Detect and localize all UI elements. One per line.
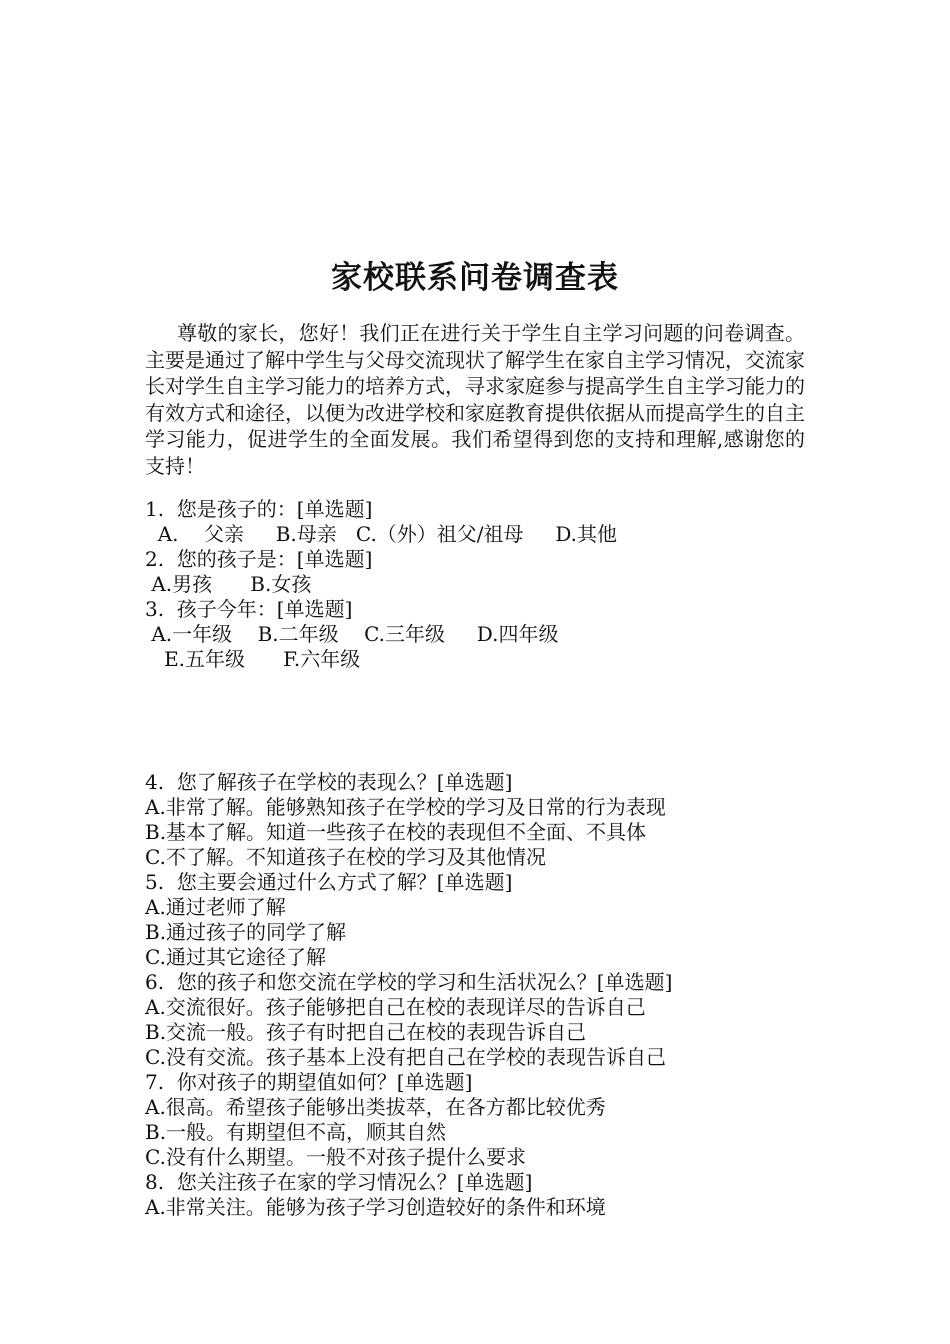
question-4-option: B.基本了解。知道一些孩子在校的表现但不全面、不具体 <box>145 820 647 844</box>
question-6: 6. 您的孩子和您交流在学校的学习和生活状况么？[单选题] <box>145 970 673 994</box>
question-7: 7. 你对孩子的期望值如何？[单选题] <box>145 1070 473 1094</box>
question-8-option: A.非常关注。能够为孩子学习创造较好的条件和环境 <box>145 1195 606 1219</box>
intro-paragraph: 尊敬的家长，您好！我们正在进行关于学生自主学习问题的问卷调查。主要是通过了解中学生与父母交流现状了解学生在家自主学习情况，交流家长对学生自主学习能力的培养方式，寻求家庭参与提高学生自主学习能力的有效方式和途径，以便为改进学校和家庭教育提供依据从而提高学生的自主学习能力，促进学生的全面发展。我们希望得到您的支持和理解,感谢您的支持！ <box>145 321 805 478</box>
page-title: 家校联系问卷调查表 <box>331 260 619 296</box>
question-4-option: C.不了解。不知道孩子在校的学习及其他情况 <box>145 845 546 869</box>
question-1-options: A. 父亲 B.母亲 C.（外）祖父/祖母 D.其他 <box>145 522 618 546</box>
question-6-option: B.交流一般。孩子有时把自己在校的表现告诉自己 <box>145 1020 587 1044</box>
question-5: 5. 您主要会通过什么方式了解？[单选题] <box>145 870 513 894</box>
question-2-options: A.男孩 B.女孩 <box>145 572 312 596</box>
question-6-option: C.没有交流。孩子基本上没有把自己在学校的表现告诉自己 <box>145 1045 666 1069</box>
question-5-option: A.通过老师了解 <box>145 895 286 919</box>
question-4: 4. 您了解孩子在学校的表现么？[单选题] <box>145 770 513 794</box>
question-4-option: A.非常了解。能够熟知孩子在学校的学习及日常的行为表现 <box>145 795 666 819</box>
question-3-options: E.五年级 F.六年级 <box>145 647 361 671</box>
question-8: 8. 您关注孩子在家的学习情况么？[单选题] <box>145 1170 533 1194</box>
question-6-option: A.交流很好。孩子能够把自己在校的表现详尽的告诉自己 <box>145 995 646 1019</box>
question-7-option: B.一般。有期望但不高，顺其自然 <box>145 1120 447 1144</box>
question-1: 1. 您是孩子的：[单选题] <box>145 497 373 521</box>
question-3: 3. 孩子今年：[单选题] <box>145 597 353 621</box>
question-3-options: A.一年级 B.二年级 C.三年级 D.四年级 <box>145 622 559 646</box>
question-7-option: A.很高。希望孩子能够出类拔萃，在各方都比较优秀 <box>145 1095 606 1119</box>
question-5-option: C.通过其它途径了解 <box>145 945 326 969</box>
question-7-option: C.没有什么期望。一般不对孩子提什么要求 <box>145 1145 526 1169</box>
question-2: 2. 您的孩子是：[单选题] <box>145 547 373 571</box>
question-5-option: B.通过孩子的同学了解 <box>145 920 347 944</box>
